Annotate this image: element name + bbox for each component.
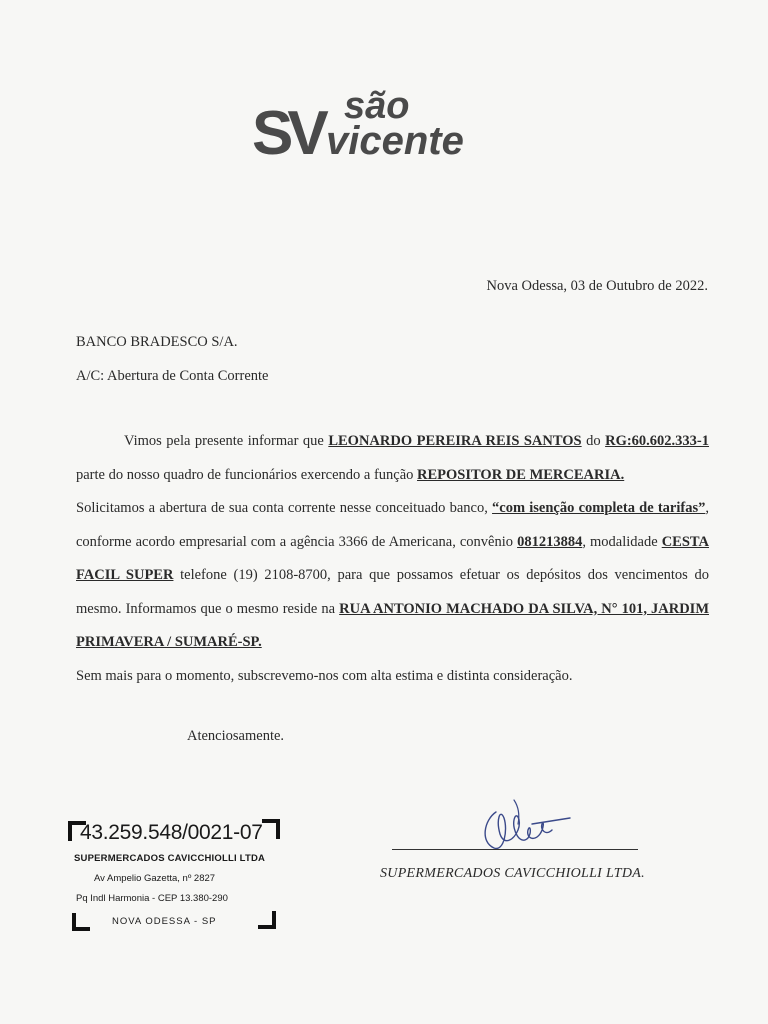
stamp-city: NOVA ODESSA - SP — [112, 916, 217, 927]
letter-body — [76, 425, 709, 693]
paragraph-request — [76, 492, 709, 660]
text-segment: parte do nosso quadro de funcionários exercendo a função — [76, 466, 418, 483]
text-segment: , conforme acordo empresarial com a agência 3366 de Americana, convênio — [76, 500, 709, 550]
letter-date: Nova Odessa, 03 de Outubro de 2022. — [486, 278, 708, 294]
signer-name: SUPERMERCADOS CAVICCHIOLLI LTDA. — [380, 866, 645, 881]
agreement-number: 081213884 — [517, 533, 583, 550]
employee-address: RUA ANTONIO MACHADO DA SILVA, N° 101, JARDIM PRIMAVERA / SUMARÉ-SP. — [76, 600, 710, 650]
svg-text:vicente: vicente — [326, 119, 464, 162]
stamp-company: SUPERMERCADOS CAVICCHIOLLI LTDA — [74, 853, 266, 864]
addressee-block — [76, 325, 268, 393]
recipient: BANCO BRADESCO S/A. — [76, 334, 238, 350]
closing-salutation: Atenciosamente. — [187, 728, 285, 744]
subject-line: A/C: Abertura de Conta Corrente — [76, 368, 269, 384]
svg-text:são: são — [344, 85, 410, 127]
signature-line — [392, 849, 638, 850]
stamp-cnpj: 43.259.548/0021-07 — [80, 821, 263, 844]
stamp-street: Av Ampelio Gazetta, nº 2827 — [94, 873, 216, 884]
stamp-corner — [258, 911, 276, 929]
employee-role: REPOSITOR DE MERCEARIA. — [417, 466, 625, 483]
svg-text:SV: SV — [252, 99, 323, 162]
company-stamp — [66, 815, 281, 935]
fee-exemption: “com isenção completa de tarifas” — [492, 500, 706, 516]
stamp-corner — [72, 913, 90, 931]
text-segment: do — [581, 433, 606, 449]
paragraph-employee — [76, 425, 709, 492]
employee-rg: RG:60.602.333-1 — [605, 433, 710, 449]
text-segment: , modalidade — [582, 533, 662, 550]
sao-vicente-logo — [252, 82, 532, 162]
paragraph-closing: Sem mais para o momento, subscrevemo-nos com alta estima e distinta consideração. — [76, 667, 573, 684]
employee-name: LEONARDO PEREIRA REIS SANTOS — [328, 433, 582, 449]
stamp-corner — [262, 819, 280, 839]
account-modality: CESTA FACIL SUPER — [76, 533, 709, 583]
text-segment: telefone (19) 2108-8700, para que possamos efetuar os depósitos dos vencimentos do mesmo. Informamos que o mesmo reside na — [76, 567, 709, 617]
stamp-district: Pq Indl Harmonia - CEP 13.380-290 — [76, 893, 228, 904]
text-segment: Vimos pela presente informar que — [124, 433, 329, 449]
text-segment: Solicitamos a abertura de sua conta corrente nesse conceituado banco, — [76, 500, 493, 516]
